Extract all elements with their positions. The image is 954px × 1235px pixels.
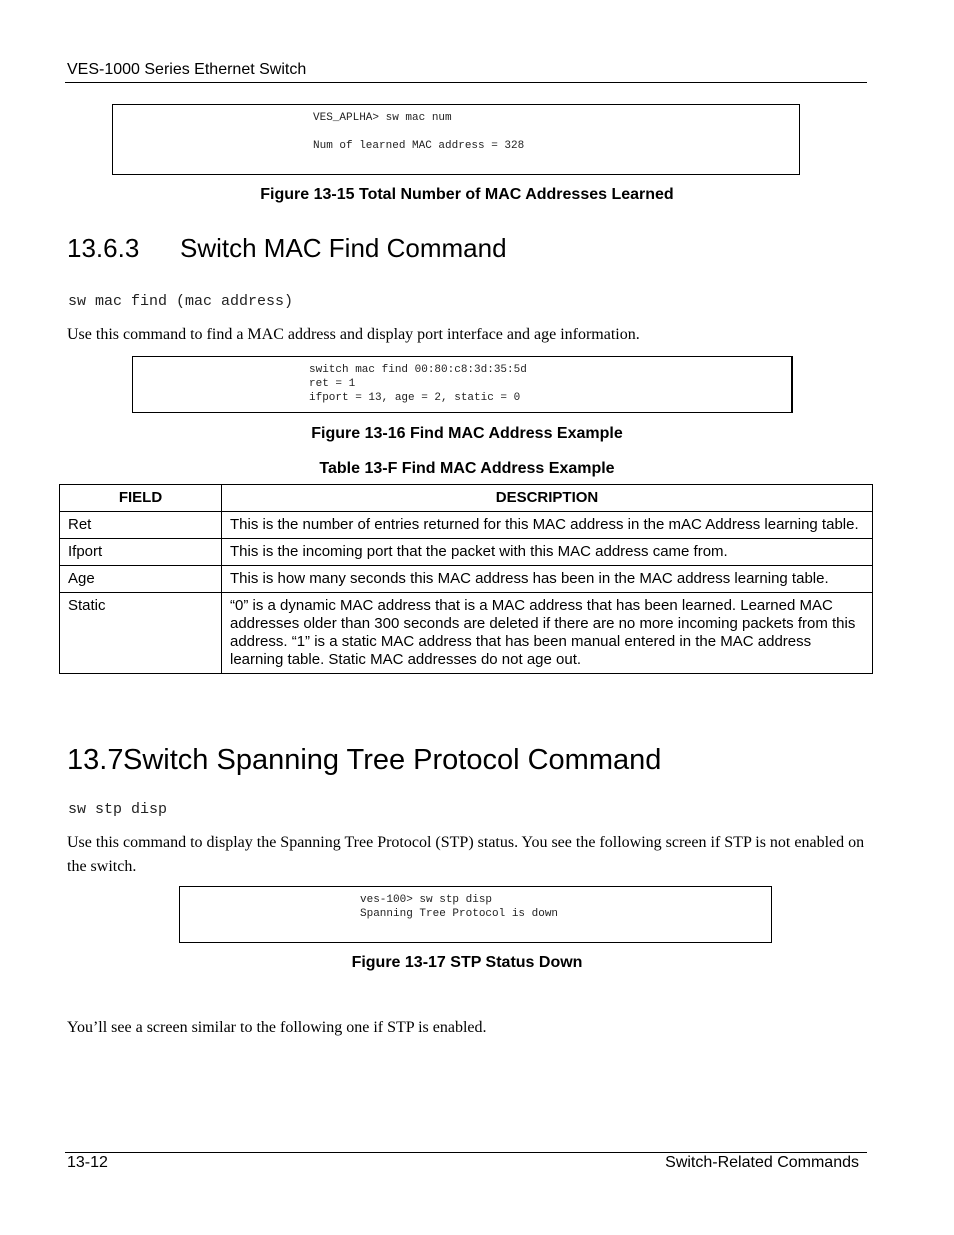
field-cell: Static	[60, 593, 222, 674]
paragraph: You’ll see a screen similar to the following one if STP is enabled.	[67, 1019, 487, 1036]
code-line: Num of learned MAC address = 328	[313, 140, 525, 152]
table-header-row	[60, 485, 873, 512]
code-line: ves-100> sw stp disp	[360, 894, 493, 906]
table-row	[60, 566, 873, 593]
column-header-description: DESCRIPTION	[222, 485, 873, 512]
field-cell: Ret	[60, 512, 222, 539]
code-line: Spanning Tree Protocol is down	[360, 908, 559, 920]
code-box-mac-find	[132, 356, 793, 413]
command-syntax: sw stp disp	[68, 801, 168, 818]
description-cell: This is the number of entries returned for this MAC address in the mAC Address learning table.	[222, 512, 873, 539]
table-row	[60, 512, 873, 539]
running-header: VES-1000 Series Ethernet Switch	[67, 61, 307, 78]
field-cell: Age	[60, 566, 222, 593]
figure-caption: Figure 13-16 Find MAC Address Example	[311, 425, 623, 442]
column-header-field: FIELD	[60, 485, 222, 512]
command-syntax: sw mac find (mac address)	[68, 293, 294, 310]
paragraph: Use this command to display the Spanning Tree Protocol (STP) status. You see the following screen if STP is not enabled on the switch.	[67, 834, 865, 875]
code-line: ret = 1	[309, 378, 356, 390]
section-number: 13.7	[67, 744, 124, 776]
table-row	[60, 539, 873, 566]
header-rule	[65, 82, 867, 83]
description-cell: This is the incoming port that the packet with this MAC address came from.	[222, 539, 873, 566]
description-cell: “0” is a dynamic MAC address that is a MAC address that has been learned. Learned MAC addresses older than 300 seconds are deleted if there are no more incoming packets from this address. “1” is a static MAC address that has been manual entered in the MAC address learning table. Static MAC addresses do not age out.	[222, 593, 873, 674]
section-number: 13.6.3	[67, 233, 140, 263]
footer-rule	[65, 1152, 867, 1153]
code-line: ifport = 13, age = 2, static = 0	[309, 392, 521, 404]
paragraph: Use this command to find a MAC address and display port interface and age information.	[67, 326, 640, 343]
code-box-mac-num	[112, 104, 800, 175]
section-title: Switch Spanning Tree Protocol Command	[123, 744, 662, 776]
figure-caption: Figure 13-17 STP Status Down	[351, 954, 583, 971]
page-number: 13-12	[67, 1154, 108, 1171]
code-line: VES_APLHA> sw mac num	[313, 112, 452, 124]
description-cell: This is how many seconds this MAC address has been in the MAC address learning table.	[222, 566, 873, 593]
code-line: switch mac find 00:80:c8:3d:35:5d	[309, 364, 527, 376]
field-description-table	[59, 484, 873, 674]
chapter-name: Switch-Related Commands	[665, 1154, 859, 1171]
code-box-stp-disp	[179, 886, 772, 943]
section-title: Switch MAC Find Command	[180, 233, 507, 263]
field-cell: Ifport	[60, 539, 222, 566]
table-caption: Table 13-F Find MAC Address Example	[319, 460, 615, 477]
table-row	[60, 593, 873, 674]
figure-caption: Figure 13-15 Total Number of MAC Addresses Learned	[260, 186, 674, 203]
